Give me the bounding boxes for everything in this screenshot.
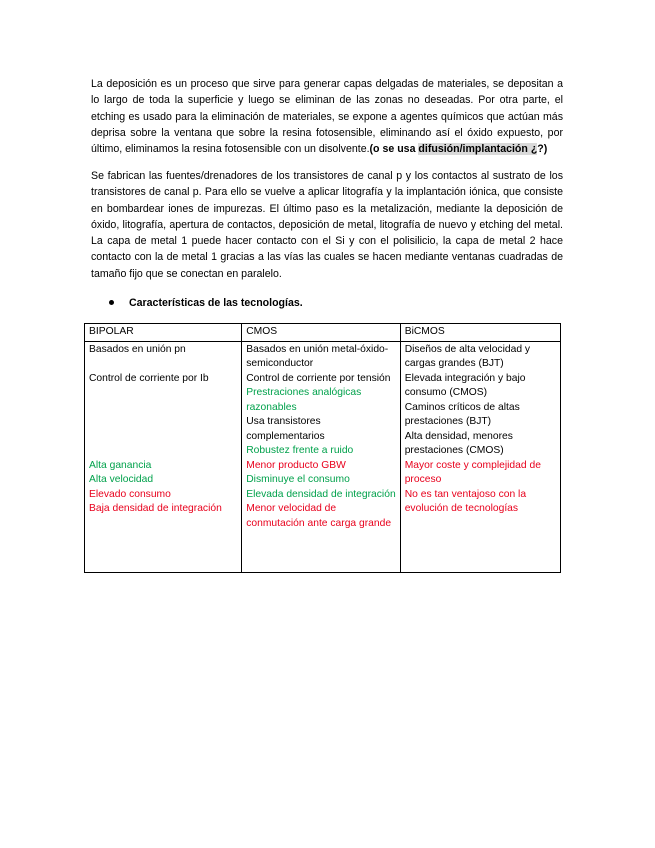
bullet-item bbox=[109, 297, 303, 309]
header-bicmos: BiCMOS bbox=[400, 324, 560, 342]
cell-bipolar bbox=[85, 341, 242, 572]
list-item: Caminos críticos de altas prestaciones (BJT) bbox=[404, 401, 520, 427]
list-item: Basados en unión pn bbox=[89, 343, 186, 355]
list-item: Baja densidad de integración bbox=[89, 503, 222, 514]
list-item: Elevado consumo bbox=[89, 488, 171, 500]
list-item: Prestraciones analógicas razonables bbox=[246, 387, 362, 413]
bullet-text: Características de las tecnologías. bbox=[129, 297, 303, 309]
list-item: No es tan ventajoso con la evolución de tecnologías bbox=[404, 488, 527, 514]
list-item: Control de corriente por tensión bbox=[246, 372, 391, 384]
table-header-row bbox=[85, 324, 561, 342]
paragraph-deposition-note bbox=[370, 143, 548, 155]
list-item: Basados en unión metal-óxido-semiconductor bbox=[246, 343, 389, 369]
note-suffix: ?) bbox=[537, 143, 548, 156]
list-item: Diseños de alta velocidad y cargas grandes (BJT) bbox=[404, 343, 531, 369]
bullet-dot-icon bbox=[109, 300, 114, 305]
technologies-table bbox=[84, 323, 561, 573]
paragraph-deposition bbox=[91, 76, 563, 157]
cell-cmos bbox=[242, 341, 400, 572]
list-item: Elevada densidad de integración bbox=[246, 488, 396, 500]
list-item: Usa transistores complementarios bbox=[246, 416, 325, 442]
header-cmos: CMOS bbox=[242, 324, 400, 342]
list-item: Robustez frente a ruido bbox=[246, 445, 354, 456]
list-item: Alta densidad, menores prestaciones (CMOS) bbox=[404, 430, 513, 456]
header-bipolar: BIPOLAR bbox=[85, 324, 242, 342]
paragraph-deposition-text: La deposición es un proceso que sirve para generar capas delgadas de materiales, se depositan a lo largo de toda la superficie y luego se eliminan de las zonas no deseadas. Por otra parte, el etching es usado para la eliminación de materiales, se expone a agentes químicos que actúan más deprisa sobre la ventana que sobre la resina fotosensible, eliminando así el óxido expuesto, por último, eliminamos la resina fotosensible con un disolvente. bbox=[91, 78, 563, 156]
note-prefix: (o se usa bbox=[369, 143, 419, 156]
list-item: Alta velocidad bbox=[89, 474, 154, 485]
list-item: Disminuye el consumo bbox=[246, 474, 350, 485]
list-item: Control de corriente por Ib bbox=[89, 372, 209, 384]
note-highlight: difusión/implantación ¿ bbox=[418, 143, 538, 156]
cell-bicmos bbox=[400, 341, 560, 572]
list-item: Menor velocidad de conmutación ante carga grande bbox=[246, 503, 392, 529]
list-item: Mayor coste y complejidad de proceso bbox=[404, 459, 541, 485]
table-row bbox=[85, 341, 561, 572]
list-item: Alta ganancia bbox=[89, 459, 152, 471]
paragraph-fabrication: Se fabrican las fuentes/drenadores de los transistores de canal p y los contactos al sustrato de los transistores de canal p. Para ello se vuelve a aplicar litografía y la implantación iónica, que consiste en bombardear iones de impurezas. El último paso es la metalización, mediante la deposición de óxido, litografía, apertura de contactos, deposición de metal, litografía de nuevo y etching del metal. La capa de metal 1 puede hacer contacto con el Si y con el polisilicio, la capa de metal 2 hace contacto con la de metal 1 gracias a las vías las cuales se hacen mediante ventanas cuadradas de tamaño fijo que se conectan en paralelo. bbox=[91, 170, 563, 280]
list-item: Elevada integración y bajo consumo (CMOS) bbox=[404, 372, 526, 398]
list-item: Menor producto GBW bbox=[246, 459, 346, 471]
